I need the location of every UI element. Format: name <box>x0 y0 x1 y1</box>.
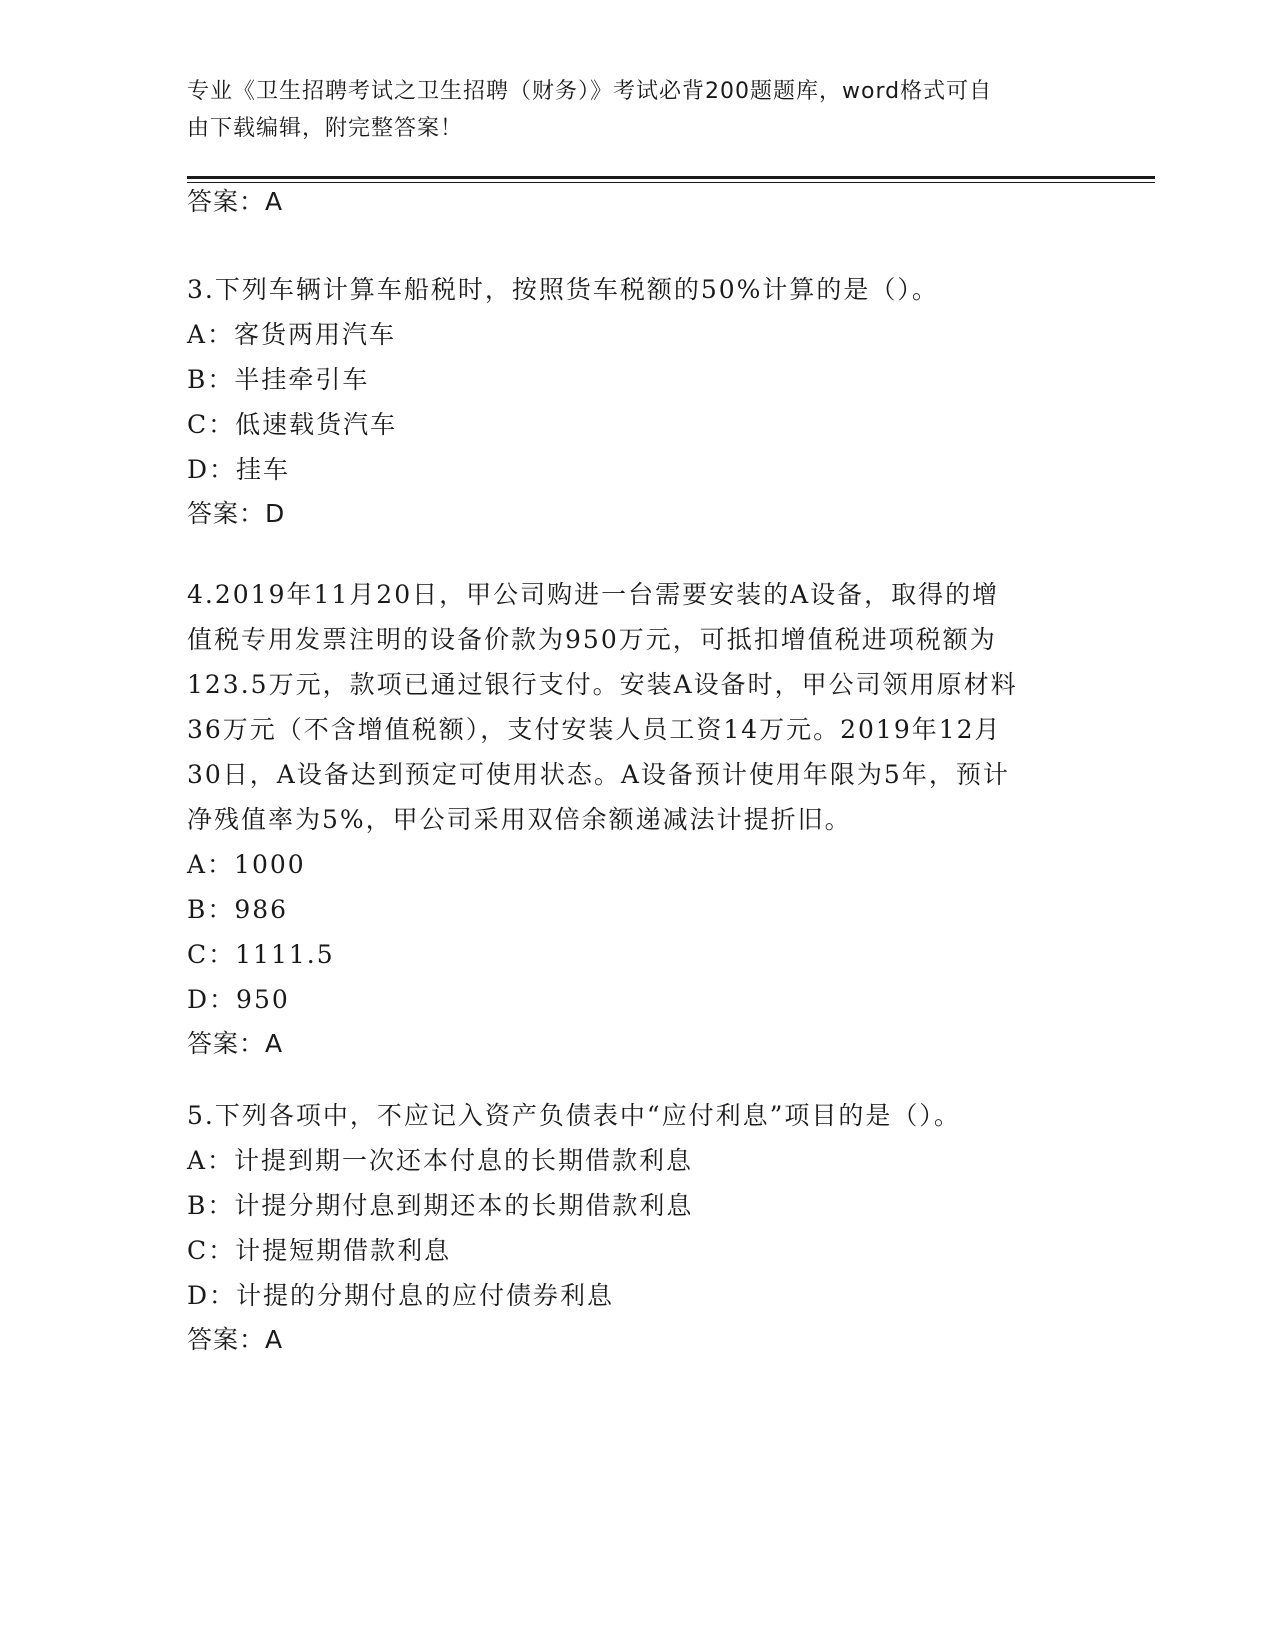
question-text-line: 净残值率为5%，甲公司采用双倍余额递减法计提折旧。 <box>187 805 852 834</box>
option-b: B：计提分期付息到期还本的长期借款利息 <box>187 1191 694 1220</box>
option-a: A：客货两用汽车 <box>187 320 397 349</box>
question-4 <box>187 572 1087 1066</box>
header-line-2: 由下载编辑，附完整答案！ <box>187 116 464 141</box>
option-a: A：1000 <box>187 850 306 879</box>
option-c: C：低速载货汽车 <box>187 410 398 439</box>
header-rule-thick <box>187 176 1155 179</box>
question-3 <box>187 267 1087 536</box>
answer: 答案：A <box>187 1029 284 1058</box>
document-header <box>187 73 1067 147</box>
option-d: D：950 <box>187 985 290 1014</box>
question-text-line: 36万元（不含增值税额），支付安装人员工资14万元。2019年12月 <box>187 715 1002 744</box>
question-text: 5.下列各项中，不应记入资产负债表中“应付利息”项目的是（）。 <box>187 1101 961 1130</box>
answer: 答案：A <box>187 1325 284 1354</box>
option-c: C：计提短期借款利息 <box>187 1236 452 1265</box>
answer: 答案：D <box>187 499 286 528</box>
question-text-line: 123.5万元，款项已通过银行支付。安装A设备时，甲公司领用原材料 <box>187 670 1018 699</box>
question-text-line: 30日，A设备达到预定可使用状态。A设备预计使用年限为5年，预计 <box>187 760 1010 789</box>
previous-answer: 答案：A <box>187 187 284 216</box>
option-b: B：986 <box>187 895 289 924</box>
question-text: 3.下列车辆计算车船税时，按照货车税额的50%计算的是（）。 <box>187 275 939 304</box>
option-a: A：计提到期一次还本付息的长期借款利息 <box>187 1146 694 1175</box>
question-text-line: 值税专用发票注明的设备价款为950万元，可抵扣增值税进项税额为 <box>187 625 997 654</box>
option-c: C：1111.5 <box>187 940 335 969</box>
question-text-line: 4.2019年11月20日，甲公司购进一台需要安装的A设备，取得的增 <box>187 580 1000 609</box>
option-d: D：计提的分期付息的应付债券利息 <box>187 1281 615 1310</box>
option-b: B：半挂牵引车 <box>187 365 370 394</box>
question-5 <box>187 1093 1087 1362</box>
header-line-1: 专业《卫生招聘考试之卫生招聘（财务）》考试必背200题题库，word格式可自 <box>187 79 993 104</box>
option-d: D：挂车 <box>187 455 291 484</box>
